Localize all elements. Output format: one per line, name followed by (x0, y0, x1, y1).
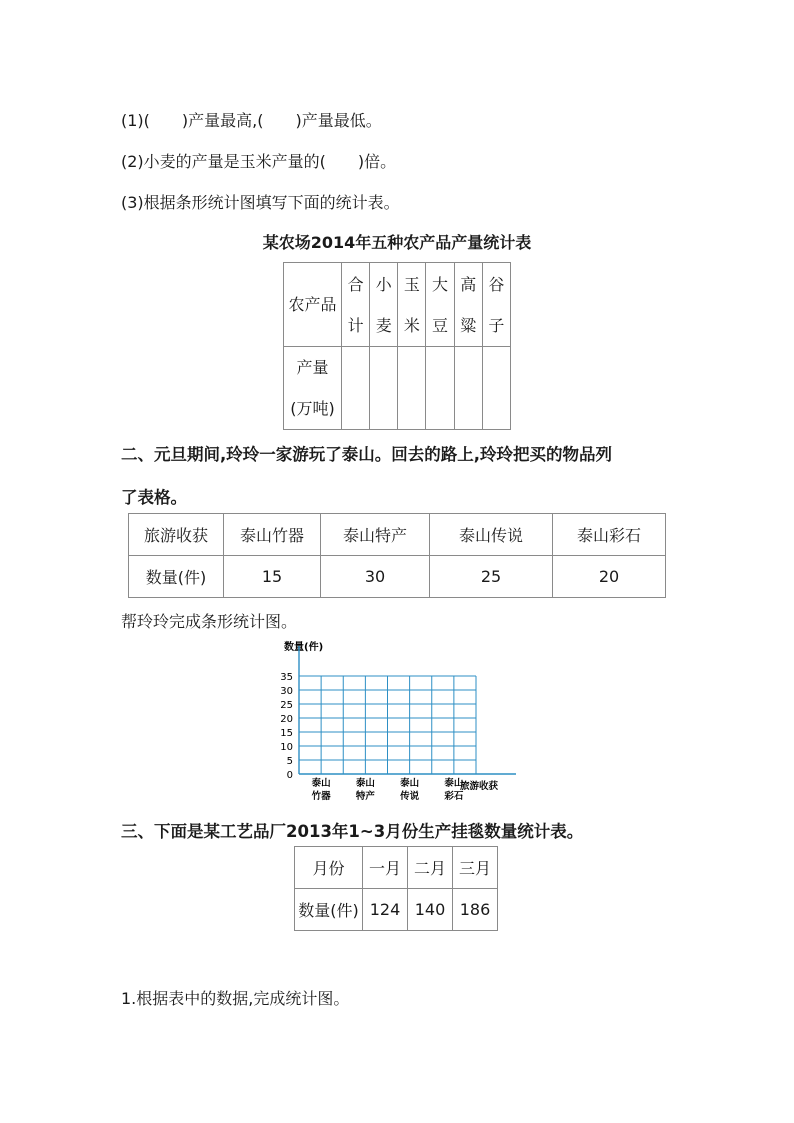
x-category-label: 竹器 (311, 791, 331, 802)
month-cell: 三月 (453, 847, 498, 889)
column-header-cell: 小麦 (370, 263, 398, 347)
y-tick-label: 0 (286, 770, 293, 781)
y-tick-label: 5 (286, 756, 293, 767)
souvenir-count-cell: 15 (224, 556, 321, 598)
chart-grid-lines (299, 646, 516, 774)
souvenir-count-label: 数量(件) (129, 556, 224, 598)
x-category-label: 泰山 (400, 778, 420, 789)
blank-cell (398, 347, 426, 430)
section2-line2: 了表格。 (121, 488, 187, 507)
crop-header-cell: 农产品 (284, 263, 342, 347)
tapestry-table (294, 846, 498, 931)
souvenir-table (128, 513, 666, 598)
souvenir-count-cell: 20 (553, 556, 666, 598)
y-tick-label: 20 (280, 714, 293, 725)
y-tick-label: 25 (280, 700, 293, 711)
tapestry-count-cell: 186 (453, 889, 498, 931)
column-header-cell: 大豆 (426, 263, 454, 347)
y-tick-label: 35 (280, 672, 293, 683)
month-cell: 一月 (363, 847, 408, 889)
x-category-label: 泰山 (355, 778, 375, 789)
chart-x-categories (312, 777, 464, 802)
souvenir-count-cell: 30 (321, 556, 430, 598)
souvenir-item-cell: 泰山特产 (321, 514, 430, 556)
question-2: (2)小麦的产量是玉米产量的( )倍。 (121, 152, 397, 171)
souvenir-header-cell: 旅游收获 (129, 514, 224, 556)
month-cell: 二月 (408, 847, 453, 889)
souvenir-count-cell: 25 (430, 556, 553, 598)
blank-cell (482, 347, 510, 430)
souvenir-item-cell: 泰山竹器 (224, 514, 321, 556)
column-header-cell: 合计 (342, 263, 370, 347)
souvenir-item-cell: 泰山彩石 (553, 514, 666, 556)
x-category-label: 彩石 (444, 791, 464, 802)
tapestry-count-cell: 140 (408, 889, 453, 931)
y-tick-label: 15 (280, 728, 293, 739)
column-header-cell: 高粱 (454, 263, 482, 347)
x-category-label: 泰山 (311, 778, 331, 789)
bar-chart-grid (270, 636, 530, 808)
tapestry-count-cell: 124 (363, 889, 408, 931)
crop-output-table (283, 262, 511, 430)
blank-cell (342, 347, 370, 430)
section3-title: 三、下面是某工艺品厂2013年1~3月份生产挂毯数量统计表。 (121, 822, 584, 841)
chart-y-ticks (280, 672, 293, 781)
x-category-label: 传说 (400, 791, 420, 802)
blank-cell (370, 347, 398, 430)
x-category-label: 泰山 (444, 778, 464, 789)
blank-cell (426, 347, 454, 430)
souvenir-item-cell: 泰山传说 (430, 514, 553, 556)
output-header-line1: 产量 (296, 358, 329, 377)
question-3: (3)根据条形统计图填写下面的统计表。 (121, 193, 400, 212)
y-tick-label: 30 (280, 686, 293, 697)
table1-title: 某农场2014年五种农产品产量统计表 (262, 233, 532, 252)
section2-line1: 二、元旦期间,玲玲一家游玩了泰山。回去的路上,玲玲把买的物品列 (121, 445, 613, 464)
y-tick-label: 10 (280, 742, 293, 753)
column-header-cell: 谷子 (482, 263, 510, 347)
chart-xlabel: 旅游收获 (460, 781, 499, 792)
output-header-cell (284, 347, 342, 430)
x-category-label: 特产 (355, 791, 375, 802)
question-1: (1)( )产量最高,( )产量最低。 (121, 111, 382, 130)
chart-instruction: 帮玲玲完成条形统计图。 (121, 612, 298, 631)
section3-question-1: 1.根据表中的数据,完成统计图。 (121, 989, 350, 1008)
output-header-line2: (万吨) (290, 399, 335, 418)
column-header-cell: 玉米 (398, 263, 426, 347)
month-header-cell: 月份 (295, 847, 363, 889)
tapestry-count-label: 数量(件) (295, 889, 363, 931)
chart-ylabel: 数量(件) (284, 642, 324, 653)
blank-cell (454, 347, 482, 430)
